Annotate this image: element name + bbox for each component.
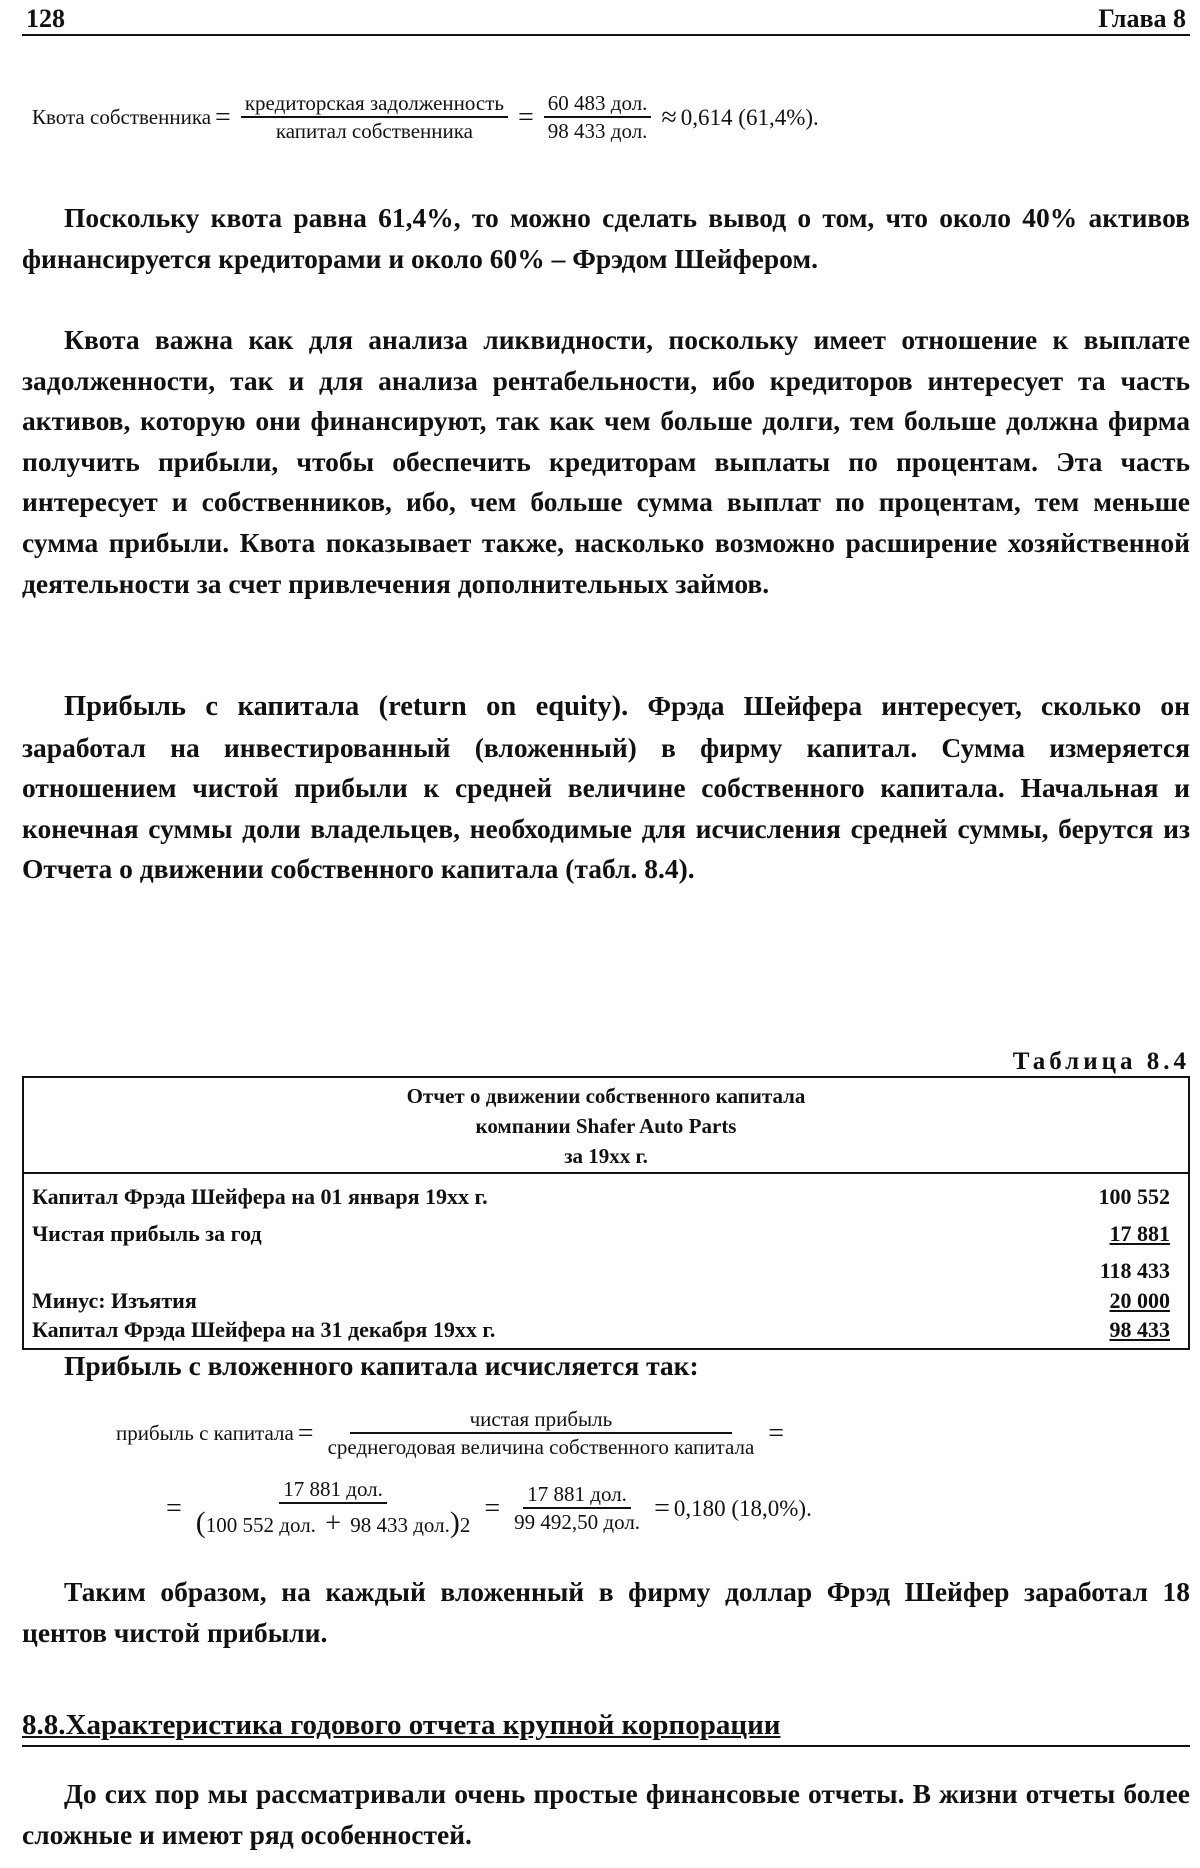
ratio-fraction <box>241 92 508 143</box>
equals-sign: = <box>768 1417 785 1449</box>
equity-statement-table <box>22 1076 1190 1350</box>
paragraph: Прибыль с вложенного капитала исчисляется так: <box>64 1350 699 1381</box>
page-number: 128 <box>26 4 65 33</box>
paragraph-body: Фрэда Шейфера интересует, сколько он заработал на инвестированный (вложенный) в фирму капитал. Сумма измеряется отношением чистой прибыли к средней величине собственного капитала. Начальная и конечная суммы доли владельцев, необходимые для исчисления средней суммы, берутся из Отчета о движении собственного капитала (табл. 8.4). <box>22 690 1190 885</box>
section-heading: 8.8.Характеристика годового отчета крупной корпорации <box>22 1705 1190 1747</box>
fraction-numerator: 60 483 дол. <box>544 92 652 118</box>
table-row <box>32 1286 1170 1316</box>
paragraph: До сих пор мы рассматривали очень простые финансовые отчеты. В жизни отчеты более сложные и имеют ряд особенностей. <box>22 1778 1190 1850</box>
equals-sign: = <box>517 101 534 133</box>
row-label: Минус: Изъятия <box>32 1288 197 1313</box>
formula-label: прибыль с капитала <box>116 1421 294 1446</box>
fraction-denominator: 99 492,50 дол. <box>514 1510 641 1535</box>
equity-ratio-formula <box>32 92 819 143</box>
equals-sign: = <box>484 1492 501 1524</box>
fraction-denominator: (100 552 дол. + 98 433 дол.)2 <box>195 1506 471 1540</box>
row-label: Капитал Фрэда Шейфера на 31 декабря 19хх г. <box>32 1317 496 1342</box>
table-row <box>32 1252 1170 1290</box>
roe-fraction <box>324 1408 759 1459</box>
row-value: 98 433 <box>1109 1317 1170 1342</box>
equals-sign: = <box>654 1492 670 1524</box>
approx-sign: ≈ <box>661 101 677 133</box>
equals-sign: = <box>297 1417 314 1449</box>
table-caption: Таблица 8.4 <box>1012 1048 1190 1075</box>
table-row <box>32 1178 1170 1216</box>
equals-sign: = <box>215 101 231 133</box>
paragraph: Таким образом, на каждый вложенный в фирму доллар Фрэд Шейфер заработал 18 центов чистой прибыли. <box>22 1576 1190 1648</box>
formula-result: 0,180 (18,0%). <box>673 1495 812 1521</box>
formula-label: Квота собственника <box>32 105 212 130</box>
formula-result: 0,614 (61,4%). <box>680 104 819 130</box>
row-value: 20 000 <box>1109 1288 1170 1313</box>
row-value: 100 552 <box>1098 1184 1170 1209</box>
average-fraction <box>510 1483 644 1534</box>
fraction-numerator: чистая прибыль <box>350 1408 733 1434</box>
paragraph: Поскольку квота равна 61,4%, то можно сделать вывод о том, что около 40% активов финансируется кредиторами и около 60% – Фрэдом Шейфером. <box>22 202 1190 274</box>
row-label: Чистая прибыль за год <box>32 1221 262 1246</box>
row-value: 17 881 <box>1109 1221 1170 1246</box>
fraction-numerator: 17 881 дол. <box>523 1483 631 1509</box>
table-title-line: Отчет о движении собственного капитала <box>406 1084 806 1108</box>
fraction-denominator: капитал собственника <box>275 119 473 144</box>
paragraph: Квота важна как для анализа ликвидности, поскольку имеет отношение к выплате задолженности, так и для анализа рентабельности, ибо кредиторов интересует та часть активов, которую они финансируют, так как чем больше долги, тем больше должна фирма получить прибыли, чтобы обеспечить кредиторам выплаты по процентам. Эта часть интересует и собственников, ибо, чем больше сумма выплат по процентам, тем меньше сумма прибыли. Квота показывает также, насколько возможно расширение хозяйственной деятельности за счет привлечения дополнительных займов. <box>22 324 1190 599</box>
row-label: Капитал Фрэда Шейфера на 01 января 19хх г. <box>32 1184 488 1209</box>
table-row <box>32 1215 1170 1253</box>
fraction-numerator: кредиторская задолженность <box>241 92 508 118</box>
paragraph-lead: Прибыль с капитала (return on equity). <box>64 691 629 722</box>
fraction-numerator: 17 881 дол. <box>279 1478 387 1504</box>
running-header <box>22 4 1190 36</box>
equals-sign: = <box>166 1492 182 1524</box>
paragraph <box>22 686 1190 890</box>
chapter-label: Глава 8 <box>1098 4 1186 33</box>
roe-calculation-formula <box>162 1478 812 1540</box>
table-title <box>24 1078 1188 1174</box>
row-value: 118 433 <box>1099 1258 1170 1283</box>
table-title-line: компании Shafer Auto Parts <box>475 1114 737 1138</box>
fraction-denominator: среднегодовая величина собственного капитала <box>327 1435 755 1460</box>
fraction-denominator: 98 433 дол. <box>547 119 648 144</box>
roe-definition-formula <box>116 1408 788 1459</box>
table-title-line: за 19хх г. <box>564 1144 648 1168</box>
calc-fraction <box>192 1478 475 1540</box>
table-row <box>32 1314 1170 1346</box>
value-fraction <box>544 92 652 143</box>
